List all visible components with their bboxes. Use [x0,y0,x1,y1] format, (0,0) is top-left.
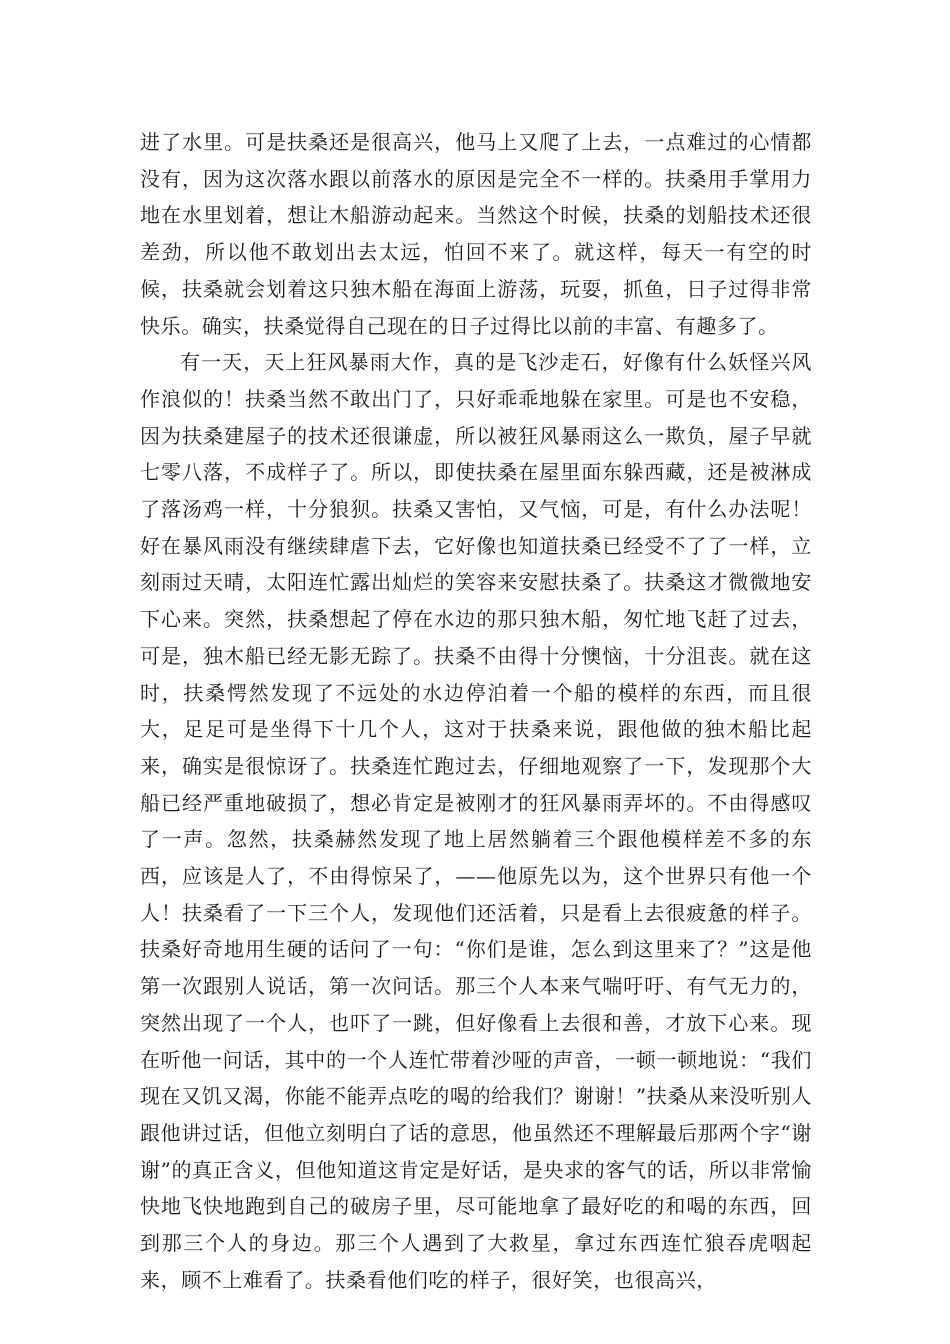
paragraph-continued: 进了水里。可是扶桑还是很高兴，他马上又爬了上去，一点难过的心情都没有，因为这次落水跟以前落水的原因是完全不一样的。扶桑用手掌用力地在水里划着，想让木船游动起来。当然这个时候，扶桑的划船技术还很差劲，所以他不敢划出去太远，怕回不来了。就这样，每天一有空的时候，扶桑就会划着这只独木船在海面上游荡，玩耍，抓鱼，日子过得非常快乐。确实，扶桑觉得自己现在的日子过得比以前的丰富、有趣多了。 [140,130,812,338]
paragraph-storm: 有一天，天上狂风暴雨大作，真的是飞沙走石，好像有什么妖怪兴风作浪似的！扶桑当然不敢出门了，只好乖乖地躲在家里。可是也不安稳，因为扶桑建屋子的技术还很谦虚，所以被狂风暴雨这么一欺负，屋子早就七零八落，不成样子了。所以，即使扶桑在屋里面东躲西藏，还是被淋成了落汤鸡一样，十分狼狈。扶桑又害怕，又气恼，可是，有什么办法呢！好在暴风雨没有继续肆虐下去，它好像也知道扶桑已经受不了了一样，立刻雨过天晴，太阳连忙露出灿烂的笑容来安慰扶桑了。扶桑这才微微地安下心来。突然，扶桑想起了停在水边的那只独木船，匆忙地飞赶了过去，可是，独木船已经无影无踪了。扶桑不由得十分懊恼，十分沮丧。就在这时，扶桑愕然发现了不远处的水边停泊着一个船的模样的东西，而且很大，足足可是坐得下十几个人，这对于扶桑来说，跟他做的独木船比起来，确实是很惊讶了。扶桑连忙跑过去，仔细地观察了一下，发现那个大船已经严重地破损了，想必肯定是被刚才的狂风暴雨弄坏的。不由得感叹了一声。忽然，扶桑赫然发现了地上居然躺着三个跟他模样差不多的东西，应该是人了，不由得惊呆了，——他原先以为，这个世界只有他一个人！扶桑看了一下三个人，发现他们还活着，只是看上去很疲惫的样子。扶桑好奇地用生硬的话问了一句：“你们是谁，怎么到这里来了？”这是他第一次跟别人说话，第一次问话。那三个人本来气喘吁吁、有气无力的，突然出现了一个人，也吓了一跳，但好像看上去很和善，才放下心来。现在听他一问话，其中的一个人连忙带着沙哑的声音，一顿一顿地说：“我们现在又饥又渴，你能不能弄点吃的喝的给我们？谢谢！”扶桑从来没听别人跟他讲过话，但他立刻明白了话的意思，他虽然还不理解最后那两个字“谢谢”的真正含义，但他知道这肯定是好话，是央求的客气的话，所以非常愉快地飞快地跑到自己的破房子里，尽可能地拿了最好吃的和喝的东西，回到那三个人的身边。那三个人遇到了大救星，拿过东西连忙狼吞虎咽起来，顾不上难看了。扶桑看他们吃的样子，很好笑，也很高兴， [140,350,812,1292]
document-page [140,124,812,1299]
